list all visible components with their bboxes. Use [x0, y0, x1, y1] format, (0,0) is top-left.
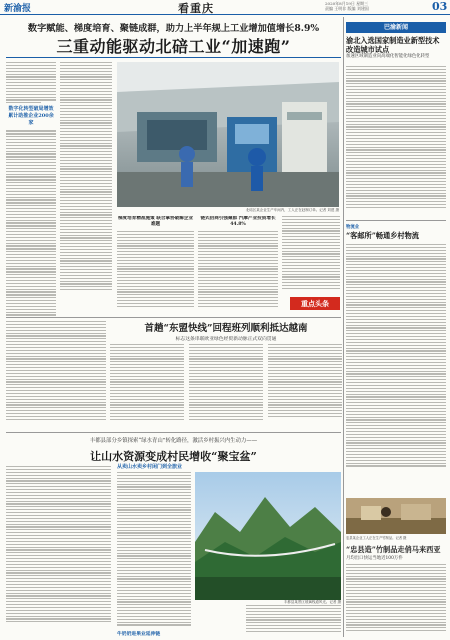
story-4-photo-caption: 忠县某企业工人正在生产竹制品。记者 摄 — [346, 536, 407, 540]
masthead-bar — [0, 0, 450, 15]
page-number: 03 — [432, 0, 448, 13]
lead-col-2 — [60, 62, 112, 317]
lead-headline: 三重动能驱动北碚工业“加速跑” — [56, 37, 291, 56]
story-4-photo — [346, 498, 446, 534]
story-3-headline: 让山水资源变成村民增收“聚宝盆” — [90, 450, 257, 463]
story-3-rule — [6, 432, 341, 433]
mountain-bridge-illustration — [195, 472, 341, 600]
date-line-1: 2020年8月19日 星期三 — [325, 1, 369, 6]
lead-subhead-3: 链式招商引强聚群 汽摩产业投资增长44.8% — [200, 216, 276, 227]
right-section-badge: 巴渝新闻 — [346, 22, 446, 33]
story-2-left-body — [6, 321, 106, 429]
factory-photo-illustration — [117, 62, 339, 207]
right-story-1-sub: 加速区域制造业向高端化智能化绿色化转型 — [346, 54, 430, 59]
newspaper-logo: 新渝报 — [4, 4, 32, 14]
right-story-2-label: 物流业 — [346, 225, 360, 230]
section-title: 看重庆 — [178, 2, 214, 15]
story-3-col-1 — [6, 466, 111, 636]
right-rule-1 — [346, 220, 446, 221]
lead-photo — [117, 62, 339, 207]
right-story-2-body — [346, 244, 446, 494]
story-2-headline: 首趟“东盟快线”回程班列顺利抵达越南 — [144, 323, 308, 334]
story-3-col-3 — [246, 605, 341, 635]
lead-kicker: 数字赋能、梯度培育、聚链成群，助力上半年规上工业增加值增长8.9% — [27, 23, 320, 34]
right-story-1 — [346, 36, 446, 60]
bamboo-factory-illustration — [346, 498, 446, 534]
lead-col-5 — [282, 216, 340, 294]
lead-photo-caption: 北碚区某企业生产车间内，工人正在赶制订单。记者 刘建 摄 — [245, 208, 339, 212]
lead-subhead-2: 梯度培育精准施策 联合拿协破解企业难题 — [117, 216, 194, 227]
story-3-kicker: 丰都县部分乡镇探索“绿水青山”转化路径，激活乡村振兴内生动力—— — [89, 438, 258, 444]
issue-date — [325, 1, 369, 11]
story-4-body — [346, 564, 446, 637]
lead-subhead-1: 数字化转型破局增效 累计助推企业200余家 — [8, 106, 54, 127]
story-2-sub: 标志这条串联欧亚绿色经贸新动脉正式双向贯通 — [175, 337, 277, 342]
story-3-sub: 从卖山水卖乡村闲门到全旅业 — [117, 464, 183, 470]
story-4-sub: 月均出口快运当地近100万件 — [346, 556, 403, 561]
lead-col-4 — [198, 216, 278, 316]
story-5-headline: 牛奶奶进果业延伸链 — [117, 631, 161, 637]
story-3-col-2 — [117, 472, 191, 637]
column-divider — [343, 17, 344, 637]
date-line-2: 责编 王明非 版编 刘建国 — [325, 6, 369, 11]
story-3-photo — [195, 472, 341, 600]
lead-col-1 — [6, 62, 56, 317]
lead-rule — [6, 57, 341, 58]
story-2-rule — [6, 317, 341, 318]
lead-col-3 — [117, 216, 194, 316]
headline-tag: 重点头条 — [290, 297, 340, 310]
story-3-photo-caption: 丰都县某景区玻璃栈道风光。记者 摄 — [283, 600, 341, 604]
story-4-headline: “忠县造”竹制品走俏马来西亚 — [346, 545, 441, 554]
story-2-body — [110, 344, 342, 429]
right-story-1-body — [346, 66, 446, 216]
right-story-1-headline: 渝北入选国家制造业新型技术改造城市试点 — [346, 36, 440, 54]
right-story-2-headline: “客邮所”畅通乡村物流 — [346, 231, 419, 240]
